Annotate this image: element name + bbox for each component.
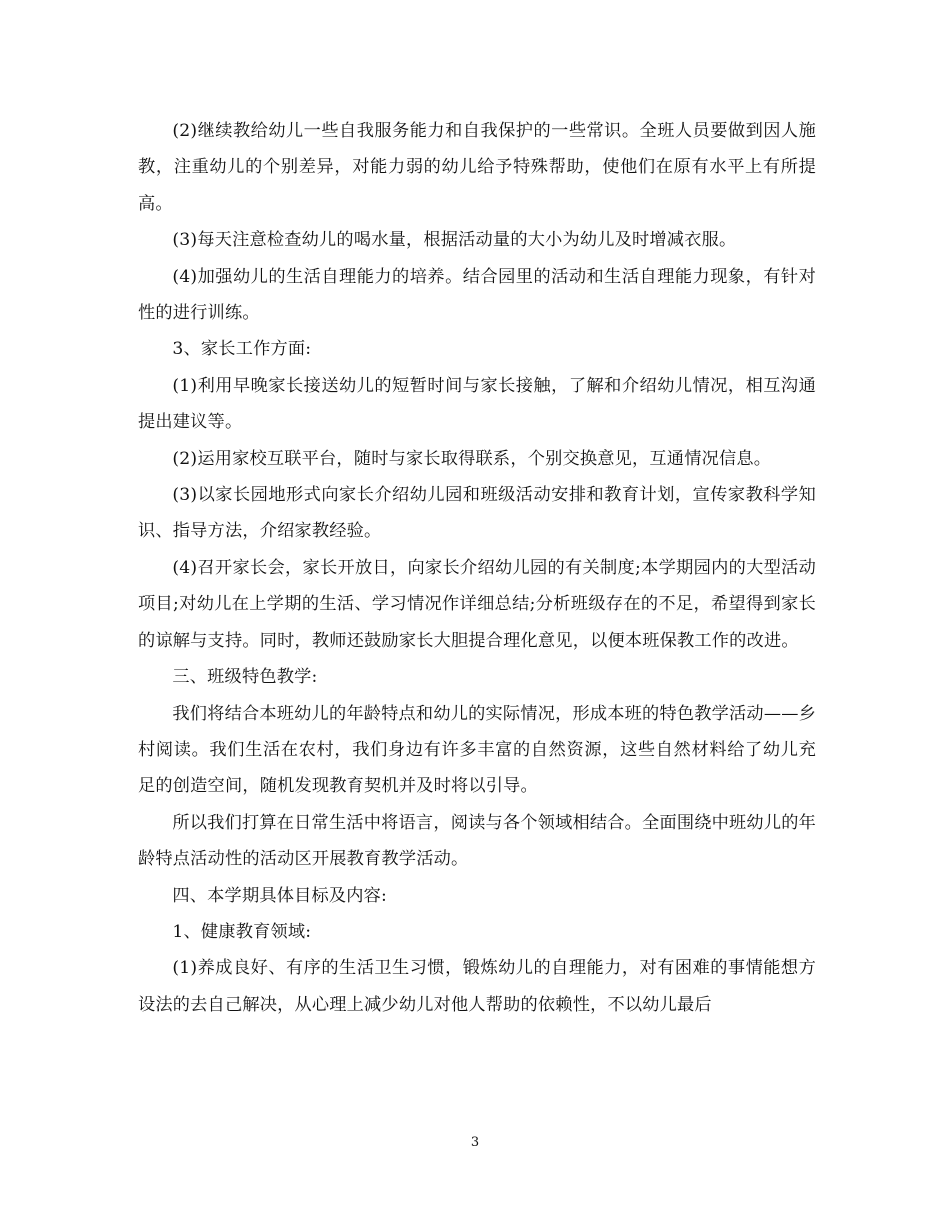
heading-semester-goals: 四、本学期具体目标及内容: (172, 885, 388, 906)
paragraph-hygiene-habits: (1)养成良好、有序的生活卫生习惯，锻炼幼儿的自理能力，对有困难的事情能想方设法的去自己解决，从心理上减少幼儿对他人帮助的依赖性，不以幼儿最后 (138, 958, 816, 1015)
paragraph-parent-meeting: (4)召开家长会，家长开放日，向家长介绍幼儿园的有关制度;本学期园内的大型活动项目;对幼儿在上学期的生活、学习情况作详细总结;分析班级存在的不足，希望得到家长的谅解与支持。同时，教师还鼓励家长大胆提合理化意见，以便本班保教工作的改进。 (138, 557, 816, 651)
paragraph-village-reading: 我们将结合本班幼儿的年龄特点和幼儿的实际情况，形成本班的特色教学活动——乡村阅读。我们生活在农村，我们身边有许多丰富的自然资源，这些自然材料给了幼儿充足的创造空间，随机发现教育契机并及时将以引导。 (138, 703, 816, 797)
heading-parent-work: 3、家长工作方面: (172, 339, 312, 360)
heading-class-feature-teaching: 三、班级特色教学: (172, 667, 318, 688)
document-body (138, 113, 816, 1023)
paragraph-language-integration: 所以我们打算在日常生活中将语言，阅读与各个领域相结合。全面围绕中班幼儿的年龄特点活动性的活动区开展教育教学活动。 (138, 812, 816, 870)
paragraph-water-intake: (3)每天注意检查幼儿的喝水量，根据活动量的大小为幼儿及时增减衣服。 (172, 230, 737, 251)
paragraph-home-school-platform: (2)运用家校互联平台，随时与家长取得联系，个别交换意见，互通情况信息。 (172, 448, 772, 469)
heading-health-education: 1、健康教育领域: (172, 921, 312, 942)
paragraph-self-service-knowledge: (2)继续教给幼儿一些自我服务能力和自我保护的一些常识。全班人员要做到因人施教，注重幼儿的个别差异，对能力弱的幼儿给予特殊帮助，使他们在原有水平上有所提高。 (138, 121, 816, 214)
paragraph-parent-garden: (3)以家长园地形式向家长介绍幼儿园和班级活动安排和教育计划，宣传家教科学知识、指导方法，介绍家教经验。 (138, 485, 816, 542)
paragraph-parent-contact: (1)利用早晚家长接送幼儿的短暂时间与家长接触，了解和介绍幼儿情况，相互沟通提出建议等。 (138, 375, 816, 433)
paragraph-self-care-training: (4)加强幼儿的生活自理能力的培养。结合园里的活动和生活自理能力现象，有针对性的进行训练。 (138, 266, 816, 324)
page-number: 3 (470, 1135, 480, 1150)
